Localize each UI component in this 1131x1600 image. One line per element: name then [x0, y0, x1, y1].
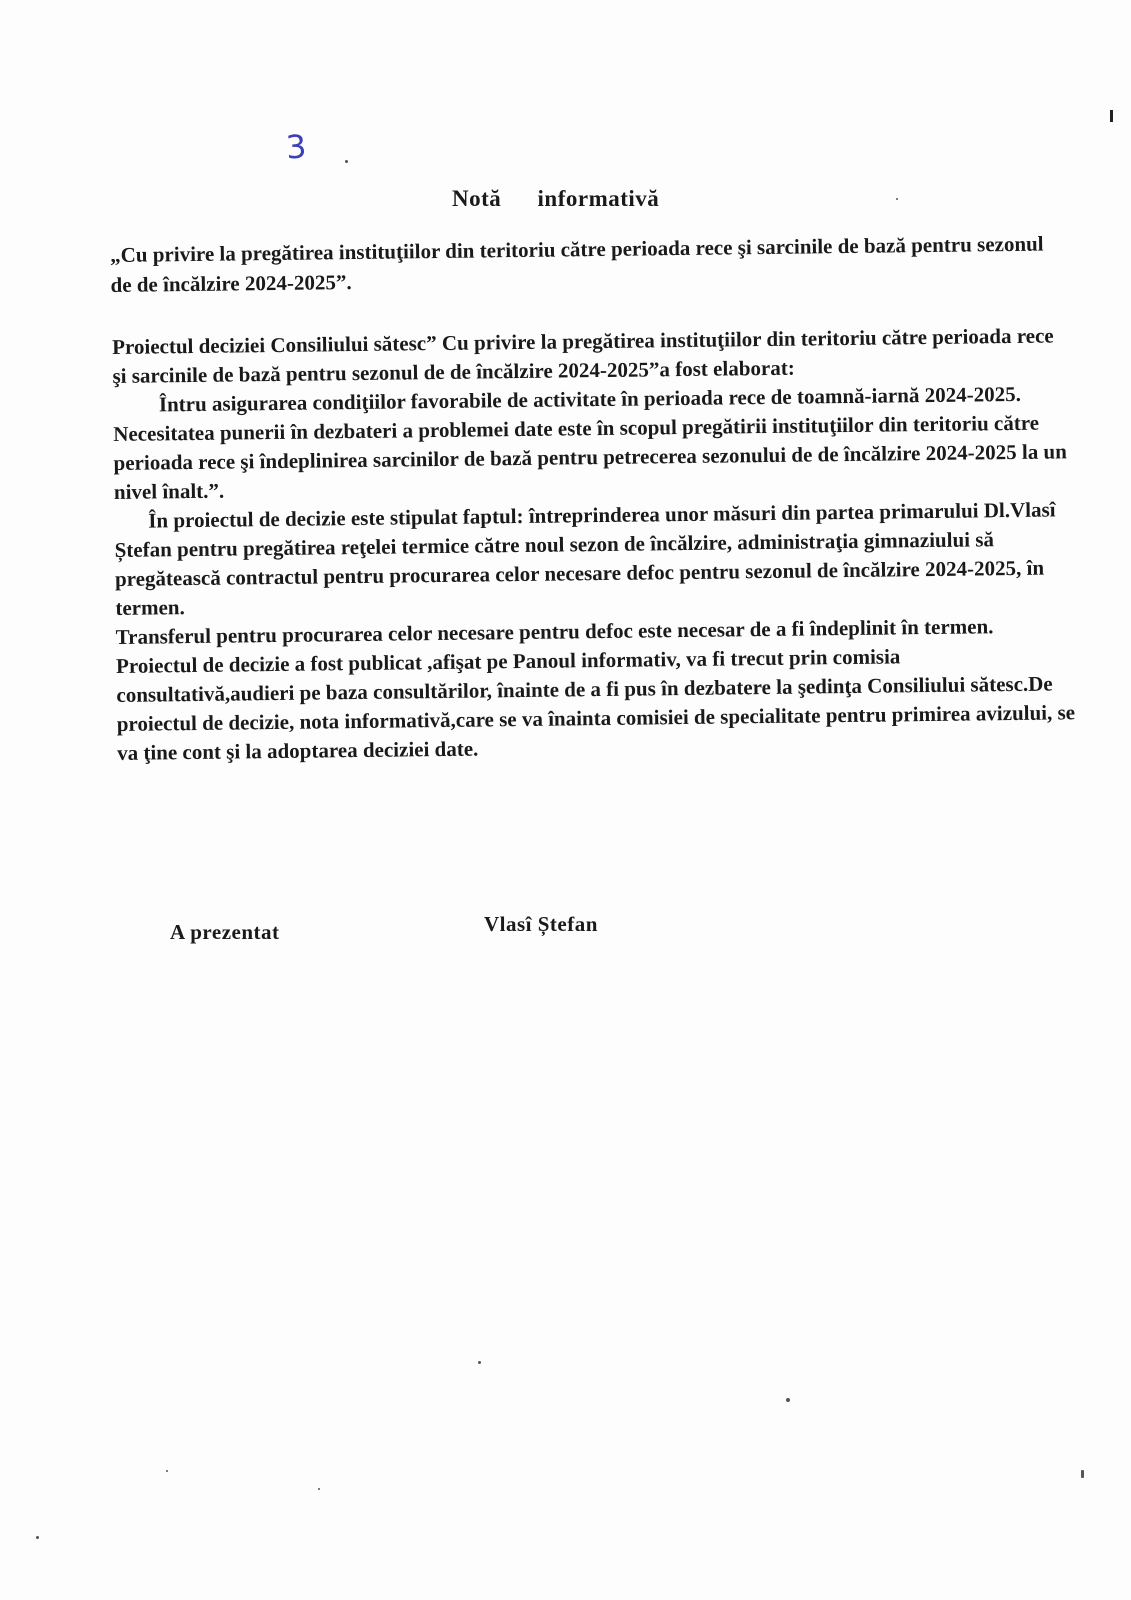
scan-speck [345, 160, 348, 163]
scan-speck [1081, 1470, 1084, 1478]
body-paragraph: Întru asigurarea condiţiilor favorabile de activitate în perioada rece de toamnă-iarnă 2024-2025. [158, 381, 1022, 417]
body-paragraph: Necesitatea punerii în dezbateri a problemei date este în scopul pregătirii instituţiilor din teritoriu către perioada rece şi îndeplinirea sarcinilor de bază pentru petrecerea sezonului de de încălzire 2024-2025 la un nivel înalt.”. [113, 410, 1067, 504]
body-paragraph: În proiectul de decizie este stipulat faptul: întreprinderea unor măsuri din partea primarului Dl.Vlasî Ștefan pentru pregătirea reţelei termice către noul sezon de încălzire, administraţia gimnaziului să pregătească contractul pentru procurarea celor necesare defoc pentru sezonul de încălzire 2024-2025, în termen. [114, 497, 1056, 620]
body-paragraph: Transferul pentru procurarea celor necesare pentru defoc este necesar de a fi îndeplinit în termen. Proiectul de decizie a fost publicat ,afişat pe Panoul informativ, va fi trecut prin comisia consultativă,audieri pe baza consultărilor, înainte de a fi pus în dezbatere la şedinţa Consiliului sătesc.De proiectul de decizie, nota informativă,care se va înainta comisiei de specialitate pentru primirea avizului, se va ţine cont şi la adoptarea deciziei date. [115, 614, 1076, 765]
scan-speck [166, 1470, 168, 1472]
scan-speck [786, 1398, 790, 1402]
scan-speck [36, 1536, 39, 1539]
scan-speck [896, 198, 898, 200]
document-subject: „Cu privire la pregătirea instituţiilor din teritoriu către perioada rece şi sarcinile de bază pentru sezonul de de încălzire 2024-2025”. [110, 231, 1044, 297]
handwritten-page-number: 3 [284, 127, 308, 167]
scan-edge-mark [1110, 110, 1113, 122]
document-body [112, 321, 1077, 768]
signature-label: A prezentat [170, 920, 280, 944]
signature-name: Vlasî Ștefan [484, 912, 598, 936]
scan-speck [318, 1488, 320, 1490]
body-paragraph: Proiectul deciziei Consiliului sătesc” Cu privire la pregătirea instituţiilor din teritoriu către perioada rece şi sarcinile de bază pentru sezonul de de încălzire 2024-2025”a fost elaborat: [112, 323, 1054, 388]
scan-speck [478, 1361, 481, 1364]
document-title: Notă informativă [452, 186, 660, 211]
